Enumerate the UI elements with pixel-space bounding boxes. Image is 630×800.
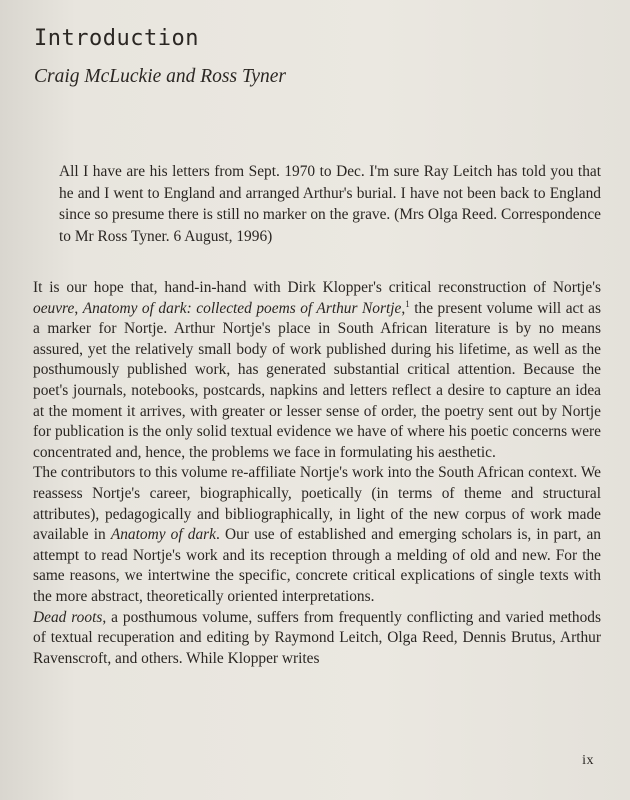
book-title: Anatomy of dark (110, 526, 216, 544)
text-run: , (401, 299, 406, 317)
text-run: , a posthumous volume, suffers from frequently conflicting and varied methods of textual recuperation and editing by Raymond Leitch, Olga Reed, Dennis Brutus, Arthur Ravenscroft, and others. While Klopper writes (33, 608, 601, 667)
paragraph-1 (33, 278, 601, 463)
text-run: The contributors to this volume re-affiliate Nortje's work into the South African context. We reassess Nortje's career, biographically, poetically (in terms of theme and structural attributes), pedagogically and bibliographically, in light of the new corpus of work made available in (33, 464, 601, 544)
page-number: ix (582, 753, 594, 768)
paragraph-2 (33, 463, 601, 607)
body-text (33, 278, 601, 669)
text-run: the present volume will act as a marker for Nortje. Arthur Nortje's place in South African literature is by no means assured, yet the relatively small body of work published during his lifetime, as well as the posthumously published work, has generated substantial critical attention. Because the poet's journals, notebooks, postcards, napkins and letters reflect a desire to capture an idea at the moment it arrives, with greater or lesser sense of order, the poetry sent out by Nortje for publication is the only solid textual evidence we have of where his poetic concerns were concentrated and, hence, the problems we face in formulating his aesthetic. (33, 299, 601, 461)
chapter-title: Introduction (34, 26, 199, 51)
paragraph-3 (33, 608, 601, 670)
chapter-authors: Craig McLuckie and Ross Tyner (34, 66, 287, 87)
text-run: , (74, 299, 83, 317)
book-title: Anatomy of dark: collected poems of Arthur Nortje (82, 299, 402, 317)
text-run: . Our use of established and emerging scholars is, in part, an attempt to read Nortje's work and its reception through a melding of old and new. For the same reasons, we intertwine the specific, concrete critical explications of single texts with the more abstract, theoretically oriented interpretations. (33, 526, 601, 605)
italic-term: oeuvre (33, 299, 75, 317)
epigraph-quote: All I have are his letters from Sept. 1970 to Dec. I'm sure Ray Leitch has told you that he and I went to England and arranged Arthur's burial. I have not been back to England since so presume there is still no marker on the grave. (Mrs Olga Reed. Correspondence to Mr Ross Tyner. 6 August, 1996) (59, 163, 601, 245)
book-title: Dead roots (33, 608, 103, 626)
text-run: It is our hope that, hand-in-hand with Dirk Klopper's critical reconstruction of Nortje's (33, 279, 601, 296)
footnote-marker[interactable]: 1 (405, 298, 410, 309)
